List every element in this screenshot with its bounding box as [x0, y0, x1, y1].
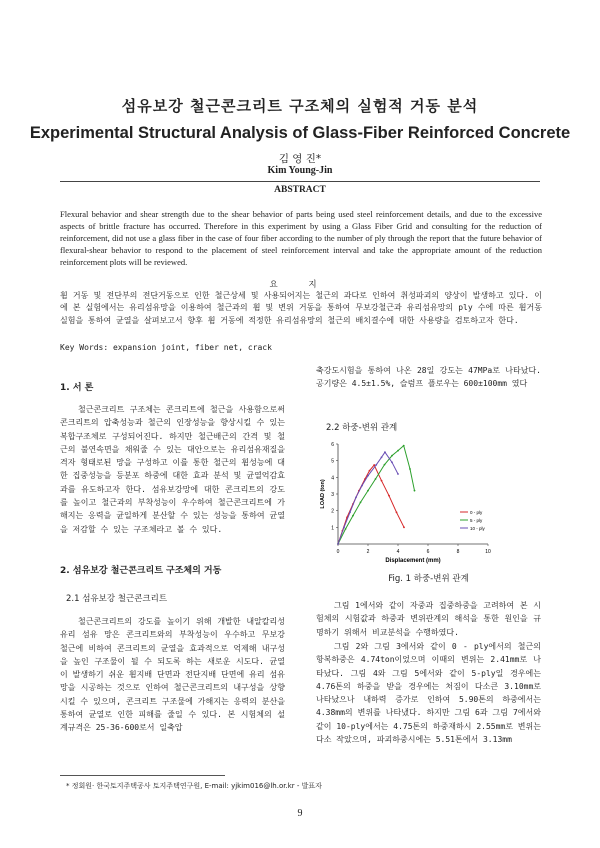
footnote: * 정회원· 한국토지주택공사 토지주택연구원, E-mail: yjkim016@lh.or.kr - 발표자 [66, 782, 322, 790]
y-tick-label: 3 [331, 492, 334, 498]
abstract-korean: 휨 거동 및 전단부의 전단거동으로 인한 철근상세 및 사용되어지는 철근의 과다로 인하여 취성파괴의 양상이 발생하고 있다. 이에 본 실험에서는 유리섬유망을 이용하여 철근과의 휨 및 변위 거동을 통하여 무보강철근과 유리섬유망의 ply 수에 따른 휨거동 실험을 통하여 균열을 살펴보고서 향후 휨 거동에 적정한 유리섬유망의 철근의 배치결수에 대한 사용량을 검토하고자 한다. [60, 291, 542, 325]
x-tick-label: 8 [456, 549, 460, 555]
x-tick-label: 10 [485, 549, 491, 555]
data-point [352, 515, 354, 517]
y-tick-label: 2 [331, 508, 334, 515]
section-2-1-heading: 2.1 섬유보강 철근콘크리트 [66, 594, 168, 604]
author-korean: 김 영 진* [278, 153, 322, 165]
data-point [361, 485, 363, 487]
series-line-1 [338, 446, 415, 544]
chart-plot-area [320, 442, 491, 564]
data-point [381, 456, 383, 458]
data-point [388, 495, 390, 497]
section-2-2-paragraph-1: 그림 1에서와 같이 자중과 집중하중을 고려하여 본 시험체의 시험값과 하중과 변위관계의 해석을 통한 원인을 규명하기 위해서 비교분석을 수행하였다. [316, 601, 541, 637]
data-point [355, 496, 357, 498]
section-2-2-paragraph-2: 그림 2와 그림 3에서와 같이 0 - ply에서의 철근의 항복하중은 4.74ton이었으며 이때의 변위는 2.41mm로 나타났다. 그림 4와 그림 5에서와 같이 5-ply일 경우에는 4.76톤의 하중을 받을 경우에는 처짐이 다소큰 3.10mm로 나타났으나 내하력 증가로 인하여 5.90톤의 하중에서는 4.38mm의 변위를 나타냈다. 하지만 그림 6과 그림 7에서와 같이 10-ply에서는 4.75톤의 하중재하시 2.55mm로 변위는 다소 작았으며, 파괴하중시에는 5.51톤에서 3.13mm [316, 642, 541, 745]
data-point [403, 445, 405, 447]
divider [60, 181, 540, 182]
data-point [397, 473, 399, 475]
abstract-english: Flexural behavior and shear strength due to the shear behavior of parts being used steel reinforcement details, and due to the excessive aspects of brittle fracture has occurred. Therefore in this experiment by using a Glass Fiber Grid and consulting for the reduction of reinforcement, did not use a glass fiber in the case of four fiber according to the number of ply through the report that the future behavior of flexural-shear behavior to respond to the placement of steel reinforcement interval and take the appropriate amount of the reduction reinforcement plots will be reviewed. [60, 209, 542, 268]
figure-caption: Fig. 1 하중-변위 관계 [388, 574, 469, 584]
abstract-heading: ABSTRACT [274, 185, 326, 195]
x-tick-label: 0 [336, 549, 340, 555]
x-tick-label: 4 [396, 549, 400, 555]
data-point [349, 511, 351, 513]
data-point [367, 490, 369, 492]
legend-label: 0 - ply [470, 510, 483, 515]
data-point [367, 475, 369, 477]
footnote-rule [60, 775, 225, 776]
data-point [384, 464, 386, 466]
data-point [360, 501, 362, 503]
data-point [375, 478, 377, 480]
section-1-paragraph: 철근콘크리트 구조체는 콘크리트에 철근을 사용함으로써 콘크리트의 압축성능과 철근의 인장성능을 향상시킬 수 있는 복합구조체로 구성되어진다. 하지만 철근배근의 간격 및 철근의 불연속면을 채워줄 수 있는 대안으로는 유리섬유재질을 격자 형태로된 망을 구성하고 이를 통한 철근의 휨성능에 대한 집중성능을 등분포 하중에 대한 효과 분석 및 균열억감효과를 유도하고자 한다. 섬유보강망에 대한 콘크리트의 강도를 높이고 철근과의 부착성능이 우수하여 철근콘크리트에 가해지는 응력을 균일하게 분산할 수 있는 성능을 통하여 균열을 저감할 수 있는 구조체라고 볼 수 있다. [60, 405, 285, 534]
load-displacement-chart [316, 436, 541, 566]
y-tick-label: 4 [331, 475, 334, 482]
section-2-1-paragraph: 철근콘크리트의 강도를 높이기 위해 개발한 내알칼리성 유리 섬유 망은 콘크리트와의 부착성능이 우수하고 무보강 철근에 비하여 콘크리트의 균열을 효과적으로 억제해 내구성을 높인 구조물이 될 수 되도록 하는 새로운 시도다. 균열이 발생하기 쉬운 휨지배 단면과 전단지배 단면에 유리 섬유 망을 시공하는 것으로 인하여 철근콘크리트의 내구성을 상향시킬 수 있으며, 콘크리트 구조물에 가해지는 응력의 분산을 통하여 균열로 인한 피해를 줄일 수 있다. 본 시험체의 설계규격은 25-36-600로서 일축압 [60, 617, 285, 733]
paper-title-korean: 섬유보강 철근콘크리트 구조체의 실험적 거동 분석 [121, 97, 479, 115]
data-point [369, 470, 371, 472]
section-2-2-heading: 2.2 하중-변위 관계 [326, 423, 398, 433]
series-line-0 [338, 465, 404, 544]
data-point [396, 511, 398, 513]
legend-label: 5 - ply [470, 518, 483, 523]
data-point [381, 480, 383, 482]
data-point [384, 451, 386, 453]
x-tick-label: 2 [366, 549, 370, 555]
section-2-1-continued: 축강도시험을 통하여 나온 28일 강도는 47MPa로 나타났다. 공기량은 4.5±1.5%, 슬럼프 플로우는 600±100mm 였다 [316, 366, 541, 389]
data-point [337, 543, 339, 545]
data-point [414, 490, 416, 492]
data-point [397, 450, 399, 452]
y-tick-label: 1 [331, 525, 334, 532]
x-axis-label: Displacement (mm) [385, 558, 441, 564]
author-english: Kim Young-Jin [267, 165, 333, 176]
y-tick-label: 5 [331, 458, 334, 465]
data-point [391, 455, 393, 457]
x-tick-label: 6 [426, 549, 430, 555]
y-tick-label: 6 [331, 442, 334, 448]
paper-title-english: Experimental Structural Analysis of Glass-Fiber Reinforced Concrete [29, 124, 571, 142]
data-point [373, 464, 375, 466]
legend-label: 10 - ply [470, 526, 485, 531]
keywords: Key Words: expansion joint, fiber net, crack [60, 343, 272, 352]
section-2-heading: 2. 섬유보강 철근콘크리트 구조체의 거동 [60, 566, 222, 576]
y-axis-label: LOAD (ton) [320, 479, 326, 509]
data-point [345, 528, 347, 530]
data-point [375, 464, 377, 466]
abstract-korean-heading: 요 지 [269, 280, 331, 290]
section-1-heading: 1. 서 론 [60, 383, 94, 393]
data-point [391, 461, 393, 463]
data-point [343, 526, 345, 528]
data-point [409, 468, 411, 470]
series-line-2 [338, 452, 398, 544]
data-point [403, 526, 405, 528]
page-number: 9 [297, 808, 303, 819]
